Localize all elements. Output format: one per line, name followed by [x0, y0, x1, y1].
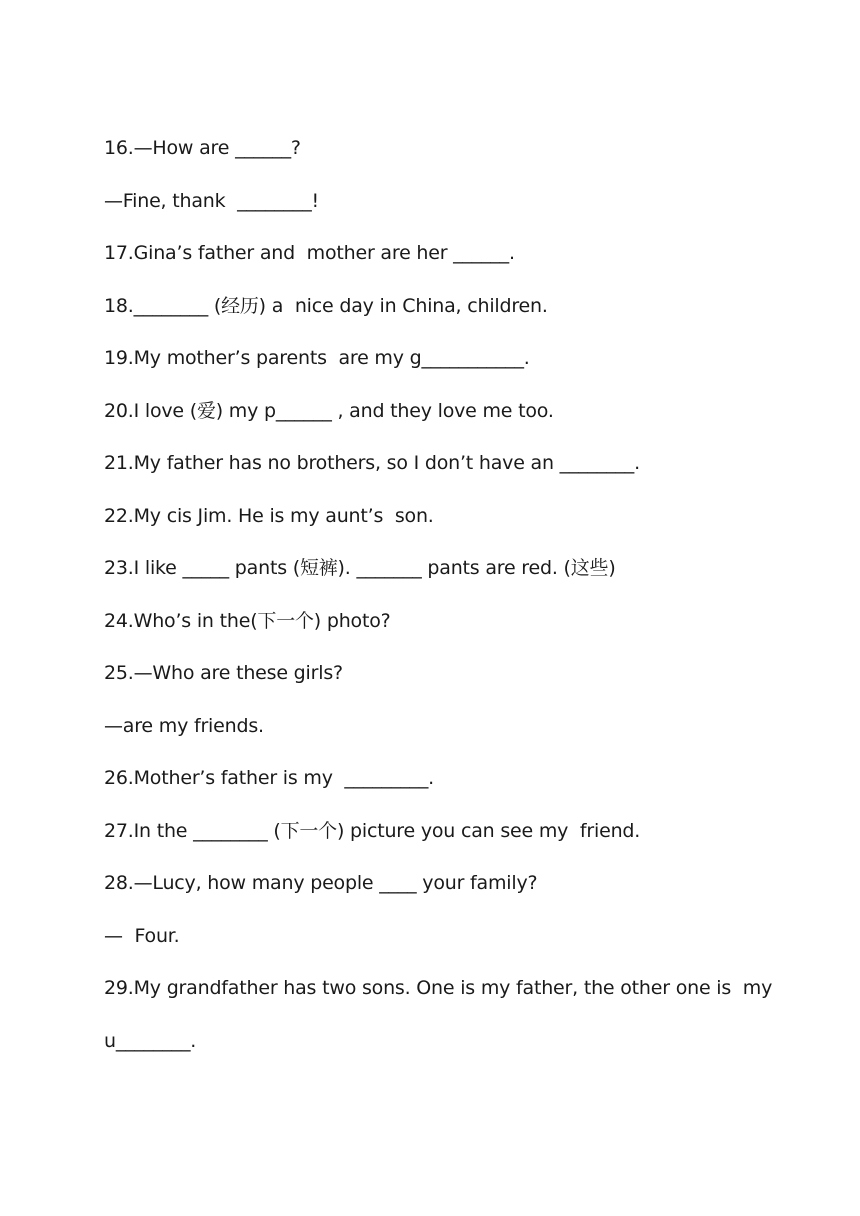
- question-16: 16.—How are ______?: [104, 137, 301, 159]
- question-23: 23.I like _____ pants (短裤). _______ pants are red. (这些): [104, 557, 616, 579]
- answer-28: — Four.: [104, 925, 180, 947]
- question-29-continued: u________.: [104, 1030, 197, 1052]
- question-26: 26.Mother’s father is my _________.: [104, 767, 434, 789]
- question-20: 20.I love (爱) my p______ , and they love me too.: [104, 400, 554, 422]
- answer-25: —are my friends.: [104, 715, 264, 737]
- question-28: 28.—Lucy, how many people ____ your family?: [104, 872, 538, 894]
- question-21: 21.My father has no brothers, so I don’t have an ________.: [104, 452, 640, 474]
- question-27: 27.In the ________ (下一个) picture you can see my friend.: [104, 820, 641, 842]
- question-17: 17.Gina’s father and mother are her ______.: [104, 242, 515, 264]
- question-18: 18.________ (经历) a nice day in China, children.: [104, 295, 548, 317]
- question-19: 19.My mother’s parents are my g___________.: [104, 347, 530, 369]
- question-22: 22.My cis Jim. He is my aunt’s son.: [104, 505, 434, 527]
- answer-16: —Fine, thank ________!: [104, 190, 319, 212]
- question-29: 29.My grandfather has two sons. One is my father, the other one is my: [104, 977, 773, 999]
- question-24: 24.Who’s in the(下一个) photo?: [104, 610, 391, 632]
- question-25: 25.—Who are these girls?: [104, 662, 343, 684]
